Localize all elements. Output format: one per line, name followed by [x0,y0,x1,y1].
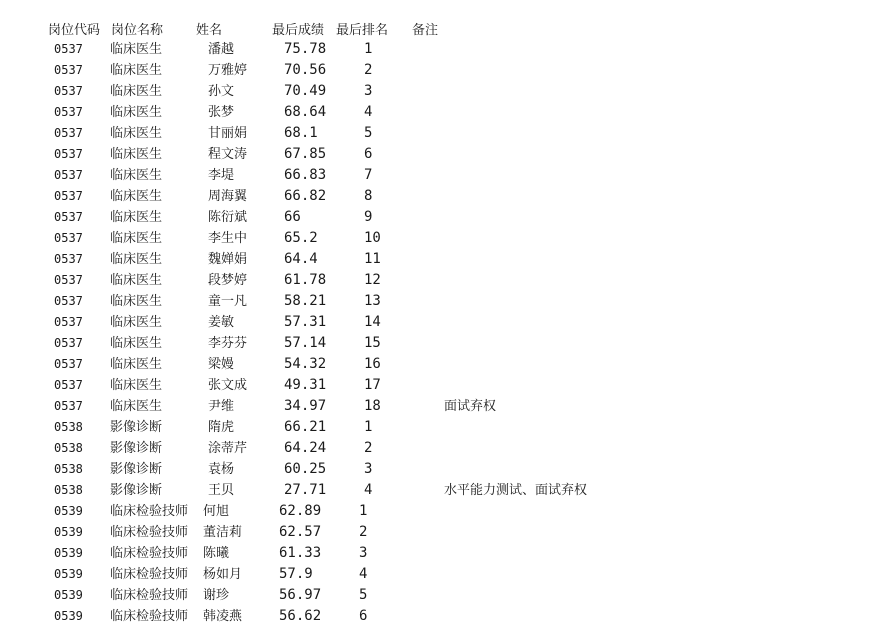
cell-position: 临床医生 [110,378,163,393]
cell-score: 27.71 [284,482,327,498]
table-row [0,585,892,606]
cell-code: 0538 [54,420,83,434]
cell-name: 程文涛 [208,147,248,162]
cell-score: 61.33 [279,545,322,561]
cell-score: 67.85 [284,146,327,162]
table-row [0,417,892,438]
cell-code: 0537 [54,336,83,350]
cell-code: 0537 [54,294,83,308]
cell-score: 49.31 [284,377,327,393]
cell-score: 57.9 [279,566,313,582]
header-score: 最后成绩 [272,23,325,38]
cell-name: 何旭 [203,504,230,519]
cell-rank: 5 [364,125,373,141]
cell-score: 66.83 [284,167,327,183]
cell-name: 童一凡 [208,294,248,309]
table-row [0,564,892,585]
cell-name: 隋虎 [208,420,235,435]
cell-position: 临床医生 [110,63,163,78]
cell-rank: 2 [359,524,368,540]
table-row [0,312,892,333]
cell-note: 面试弃权 [444,399,497,414]
table-row [0,270,892,291]
cell-code: 0539 [54,609,83,623]
cell-rank: 17 [364,377,381,393]
cell-name: 李生中 [208,231,248,246]
cell-rank: 7 [364,167,373,183]
cell-rank: 10 [364,230,381,246]
cell-code: 0538 [54,462,83,476]
cell-code: 0539 [54,525,83,539]
cell-position: 临床医生 [110,231,163,246]
cell-code: 0539 [54,567,83,581]
cell-position: 临床医生 [110,357,163,372]
header-note: 备注 [412,23,439,38]
cell-rank: 3 [364,461,373,477]
cell-code: 0537 [54,210,83,224]
cell-rank: 12 [364,272,381,288]
cell-position: 影像诊断 [110,483,163,498]
cell-code: 0537 [54,399,83,413]
cell-code: 0539 [54,546,83,560]
cell-name: 潘越 [208,42,235,57]
cell-position: 临床医生 [110,336,163,351]
cell-rank: 9 [364,209,373,225]
table-row [0,39,892,60]
cell-rank: 3 [364,83,373,99]
table-header [0,20,892,41]
table-row [0,522,892,543]
cell-position: 影像诊断 [110,441,163,456]
header-code: 岗位代码 [48,23,101,38]
table-row [0,249,892,270]
cell-score: 68.1 [284,125,318,141]
cell-code: 0538 [54,441,83,455]
cell-code: 0537 [54,231,83,245]
cell-code: 0537 [54,252,83,266]
cell-rank: 13 [364,293,381,309]
cell-name: 张文成 [208,378,248,393]
cell-code: 0538 [54,483,83,497]
cell-name: 魏婵娟 [208,252,248,267]
cell-position: 临床医生 [110,126,163,141]
cell-code: 0537 [54,357,83,371]
cell-score: 58.21 [284,293,327,309]
cell-score: 62.89 [279,503,322,519]
cell-name: 周海翼 [208,189,248,204]
cell-code: 0537 [54,378,83,392]
cell-name: 姜敏 [208,315,235,330]
cell-score: 66 [284,209,301,225]
table-row [0,81,892,102]
cell-code: 0537 [54,63,83,77]
cell-score: 64.4 [284,251,318,267]
cell-score: 60.25 [284,461,327,477]
table-row [0,60,892,81]
cell-score: 56.97 [279,587,322,603]
cell-position: 临床医生 [110,399,163,414]
cell-position: 临床医生 [110,252,163,267]
cell-score: 65.2 [284,230,318,246]
cell-name: 董洁莉 [203,525,243,540]
cell-score: 34.97 [284,398,327,414]
table-row [0,375,892,396]
cell-position: 临床医生 [110,168,163,183]
cell-rank: 6 [359,608,368,624]
table-row [0,396,892,417]
table-row [0,438,892,459]
cell-code: 0537 [54,168,83,182]
cell-position: 临床检验技师 [110,504,189,519]
cell-position: 临床检验技师 [110,609,189,624]
table-row [0,480,892,501]
cell-name: 杨如月 [203,567,243,582]
header-position: 岗位名称 [111,23,164,38]
cell-name: 尹维 [208,399,235,414]
table-row [0,333,892,354]
cell-score: 57.14 [284,335,327,351]
cell-position: 临床医生 [110,84,163,99]
cell-name: 孙文 [208,84,235,99]
cell-name: 陈衍斌 [208,210,248,225]
header-rank: 最后排名 [336,23,389,38]
cell-code: 0537 [54,189,83,203]
cell-code: 0537 [54,147,83,161]
cell-name: 万雅婷 [208,63,248,78]
cell-name: 李芬芬 [208,336,248,351]
cell-rank: 4 [359,566,368,582]
cell-score: 62.57 [279,524,322,540]
cell-rank: 1 [364,419,373,435]
cell-position: 临床医生 [110,105,163,120]
cell-score: 64.24 [284,440,327,456]
table-row [0,543,892,564]
cell-score: 70.49 [284,83,327,99]
cell-name: 韩凌燕 [203,609,243,624]
cell-score: 61.78 [284,272,327,288]
cell-name: 袁杨 [208,462,235,477]
cell-rank: 2 [364,62,373,78]
cell-rank: 4 [364,482,373,498]
cell-rank: 6 [364,146,373,162]
cell-score: 57.31 [284,314,327,330]
cell-name: 王贝 [208,483,235,498]
cell-rank: 1 [359,503,368,519]
cell-position: 临床医生 [110,210,163,225]
cell-rank: 14 [364,314,381,330]
cell-position: 临床检验技师 [110,567,189,582]
cell-rank: 8 [364,188,373,204]
table-row [0,165,892,186]
cell-name: 梁嫚 [208,357,235,372]
cell-name: 李堤 [208,168,235,183]
table-row [0,501,892,522]
cell-name: 张梦 [208,105,235,120]
cell-code: 0537 [54,126,83,140]
table-row [0,354,892,375]
table-row [0,123,892,144]
cell-code: 0537 [54,105,83,119]
table-row [0,459,892,480]
table-row [0,291,892,312]
cell-name: 陈曦 [203,546,230,561]
cell-name: 谢珍 [203,588,230,603]
cell-code: 0539 [54,588,83,602]
cell-position: 临床医生 [110,42,163,57]
cell-score: 56.62 [279,608,322,624]
cell-code: 0537 [54,273,83,287]
cell-rank: 1 [364,41,373,57]
cell-score: 66.82 [284,188,327,204]
cell-position: 临床检验技师 [110,588,189,603]
cell-rank: 18 [364,398,381,414]
cell-score: 66.21 [284,419,327,435]
cell-score: 75.78 [284,41,327,57]
cell-score: 70.56 [284,62,327,78]
cell-note: 水平能力测试、面试弃权 [444,483,588,498]
table-row [0,102,892,123]
cell-rank: 4 [364,104,373,120]
cell-rank: 11 [364,251,381,267]
cell-score: 68.64 [284,104,327,120]
cell-score: 54.32 [284,356,327,372]
table-row [0,207,892,228]
cell-name: 甘丽娟 [208,126,248,141]
table-row [0,144,892,165]
cell-rank: 3 [359,545,368,561]
cell-name: 涂蒂芹 [208,441,248,456]
table-row [0,228,892,249]
cell-code: 0537 [54,42,83,56]
cell-code: 0537 [54,315,83,329]
cell-rank: 5 [359,587,368,603]
header-name: 姓名 [196,23,223,38]
cell-position: 临床检验技师 [110,546,189,561]
cell-rank: 16 [364,356,381,372]
cell-position: 临床检验技师 [110,525,189,540]
cell-position: 临床医生 [110,189,163,204]
table-row [0,186,892,207]
table-row [0,606,892,627]
cell-position: 影像诊断 [110,462,163,477]
cell-rank: 2 [364,440,373,456]
cell-name: 段梦婷 [208,273,248,288]
cell-position: 临床医生 [110,273,163,288]
cell-position: 临床医生 [110,294,163,309]
cell-rank: 15 [364,335,381,351]
cell-position: 临床医生 [110,315,163,330]
cell-position: 影像诊断 [110,420,163,435]
cell-code: 0537 [54,84,83,98]
cell-position: 临床医生 [110,147,163,162]
cell-code: 0539 [54,504,83,518]
